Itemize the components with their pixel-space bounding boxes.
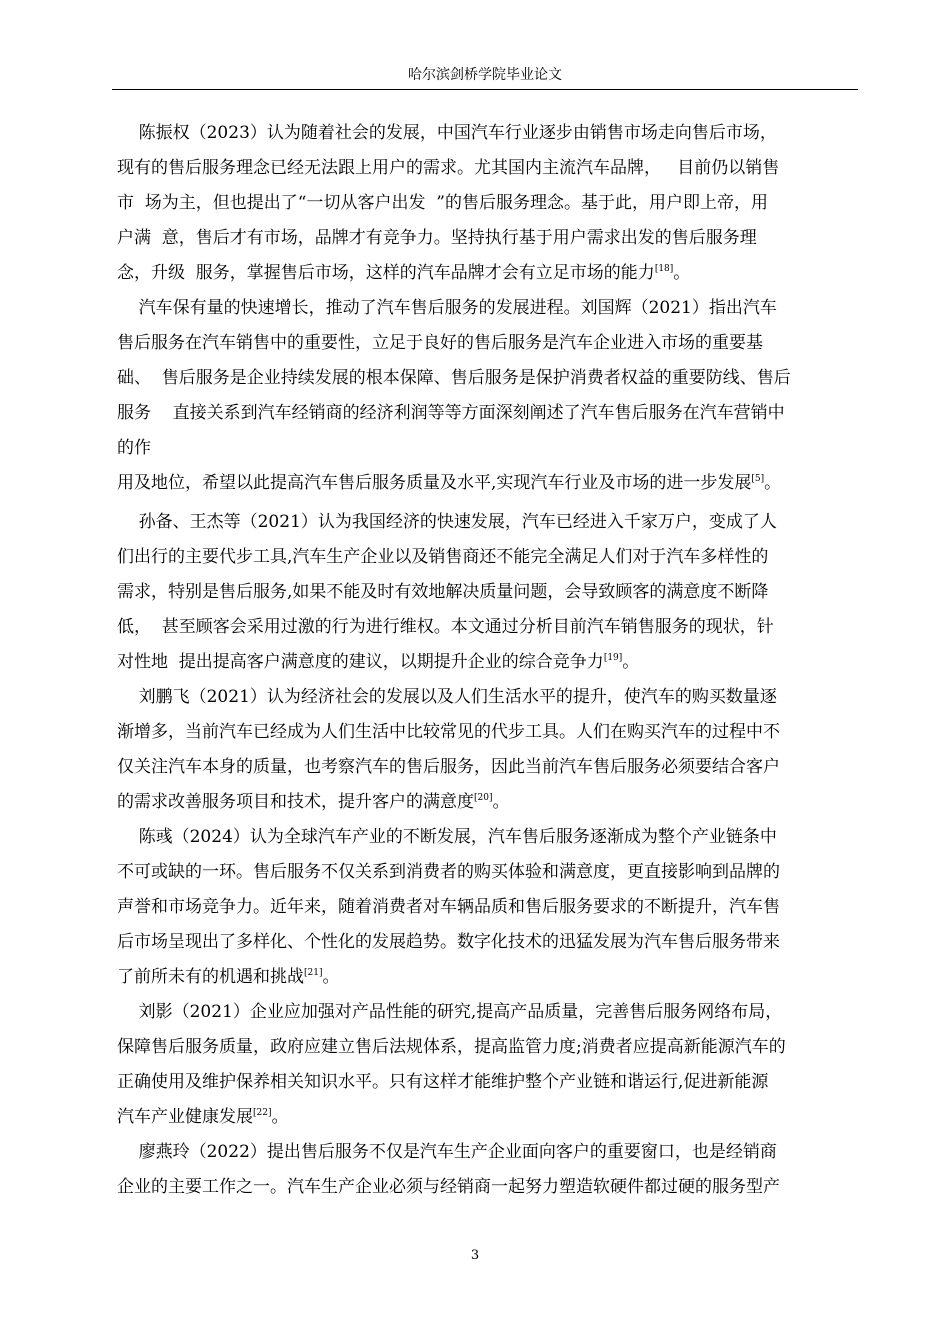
text-line-content: 刘影（2021）企业应加强对产品性能的研究,提高产品质量，完善售后服务网络布局，	[117, 1002, 783, 1022]
citation-reference: [20]	[474, 793, 493, 803]
text-line	[117, 1135, 861, 1170]
text-line	[117, 186, 861, 221]
text-line-content: 念，升级 服务，掌握售后市场，这样的汽车品牌才会有立足市场的能力	[117, 263, 655, 283]
text-line-content: 保障售后服务质量，政府应建立售后法规体系，提高监管力度;消费者应提高新能源汽车的	[117, 1037, 786, 1057]
text-line	[117, 326, 861, 361]
text-line-content: 陈彧（2024）认为全球汽车产业的不断发展，汽车售后服务逐渐成为整个产业链条中	[117, 827, 777, 847]
text-line-content: 的作	[117, 438, 151, 458]
text-line-content: 汽车保有量的快速增长，推动了汽车售后服务的发展进程。刘国辉（2021）指出汽车	[117, 298, 777, 318]
text-line-content: 服务 直接关系到汽车经销商的经济利润等等方面深刻阐述了汽车售后服务在汽车营销中	[117, 403, 785, 423]
text-line	[117, 116, 861, 151]
text-line	[117, 221, 861, 256]
citation-reference: [5]	[751, 474, 765, 484]
text-line-content: 正确使用及维护保养相关知识水平。只有这样才能维护整个产业链和谐运行,促进新能源	[117, 1072, 769, 1092]
text-line-content: 渐增多，当前汽车已经成为人们生活中比较常见的代步工具。人们在购买汽车的过程中不	[117, 722, 780, 742]
text-line-content: 汽车产业健康发展	[117, 1107, 253, 1127]
sentence-end-punctuation: 。	[492, 792, 510, 812]
text-line	[117, 505, 861, 540]
text-line	[117, 1170, 861, 1205]
text-line	[117, 785, 861, 820]
text-line-content: 售后服务在汽车销售中的重要性，立足于良好的售后服务是汽车企业进入市场的重要基	[117, 333, 763, 353]
text-line	[117, 610, 861, 645]
body-text	[117, 116, 861, 1205]
text-line	[117, 431, 861, 466]
sentence-end-punctuation: 。	[764, 473, 782, 493]
text-line	[117, 995, 861, 1030]
text-line-content: 对性地 提出提高客户满意度的建议，以期提升企业的综合竞争力	[117, 652, 604, 672]
text-line	[117, 680, 861, 715]
sentence-end-punctuation: 。	[322, 967, 340, 987]
text-line-content: 础、 售后服务是企业持续发展的根本保障、售后服务是保护消费者权益的重要防线、售后	[117, 368, 791, 388]
text-line-content: 用及地位，希望以此提高汽车售后服务质量及水平,实现汽车行业及市场的进一步发展	[117, 473, 752, 493]
text-line	[117, 540, 861, 575]
text-line	[117, 960, 861, 995]
text-line-content: 的需求改善服务项目和技术，提升客户的满意度	[117, 792, 474, 812]
header-divider	[112, 89, 858, 90]
text-line	[117, 466, 861, 501]
citation-reference: [18]	[654, 264, 674, 274]
text-line	[117, 575, 861, 610]
sentence-end-punctuation: 。	[673, 263, 691, 283]
text-line	[117, 291, 861, 326]
page-header-title: 哈尔滨剑桥学院毕业论文	[408, 67, 562, 83]
text-line-content: 企业的主要工作之一。汽车生产企业必须与经销商一起努力塑造软硬件都过硬的服务型产	[117, 1177, 780, 1197]
citation-reference: [21]	[304, 968, 323, 978]
text-line-content: 户满 意，售后才有市场，品牌才有竞争力。坚持执行基于用户需求出发的售后服务理	[117, 228, 757, 248]
text-line-content: 低， 甚至顾客会采用过激的行为进行维权。本文通过分析目前汽车销售服务的现状，针	[117, 617, 774, 637]
text-line-content: 陈振权（2023）认为随着社会的发展，中国汽车行业逐步由销售市场走向售后市场，	[117, 123, 777, 143]
text-line	[117, 925, 861, 960]
citation-reference: [22]	[253, 1108, 272, 1118]
text-line-content: 刘鹏飞（2021）认为经济社会的发展以及人们生活水平的提升，使汽车的购买数量逐	[117, 687, 777, 707]
text-line-content: 声誉和市场竞争力。近年来，随着消费者对车辆品质和售后服务要求的不断提升，汽车售	[117, 897, 780, 917]
text-line-content: 市 场为主，但也提出了“一切从客户出发 ”的售后服务理念。基于此，用户即上帝，用	[117, 193, 768, 213]
text-line-content: 仅关注汽车本身的质量，也考察汽车的售后服务，因此当前汽车售后服务必须要结合客户	[117, 757, 780, 777]
citation-reference: [19]	[603, 653, 623, 663]
text-line	[117, 855, 861, 890]
text-line	[117, 890, 861, 925]
sentence-end-punctuation: 。	[622, 652, 640, 672]
text-line	[117, 645, 861, 680]
text-line	[117, 1100, 861, 1135]
sentence-end-punctuation: 。	[271, 1107, 289, 1127]
text-line	[117, 1030, 861, 1065]
text-line-content: 们出行的主要代步工具,汽车生产企业以及销售商还不能完全满足人们对于汽车多样性的	[117, 547, 769, 567]
text-line-content: 后市场呈现出了多样化、个性化的发展趋势。数字化技术的迅猛发展为汽车售后服务带来	[117, 932, 780, 952]
text-line	[117, 1065, 861, 1100]
text-line-content: 了前所未有的机遇和挑战	[117, 967, 304, 987]
text-line-content: 廖燕玲（2022）提出售后服务不仅是汽车生产企业面向客户的重要窗口，也是经销商	[117, 1142, 777, 1162]
page-number: 3	[470, 1248, 480, 1263]
text-line	[117, 361, 861, 396]
text-line-content: 需求，特别是售后服务,如果不能及时有效地解决质量问题，会导致顾客的满意度不断降	[117, 582, 769, 602]
text-line	[117, 396, 861, 431]
text-line	[117, 256, 861, 291]
text-line-content: 不可或缺的一环。售后服务不仅关系到消费者的购买体验和满意度，更直接影响到品牌的	[117, 862, 780, 882]
text-line-content: 孙备、王杰等（2021）认为我国经济的快速发展，汽车已经进入千家万户，变成了人	[117, 512, 777, 532]
text-line-content: 现有的售后服务理念已经无法跟上用户的需求。尤其国内主流汽车品牌， 目前仍以销售	[117, 158, 780, 178]
text-line	[117, 750, 861, 785]
text-line	[117, 151, 861, 186]
text-line	[117, 820, 861, 855]
text-line	[117, 715, 861, 750]
